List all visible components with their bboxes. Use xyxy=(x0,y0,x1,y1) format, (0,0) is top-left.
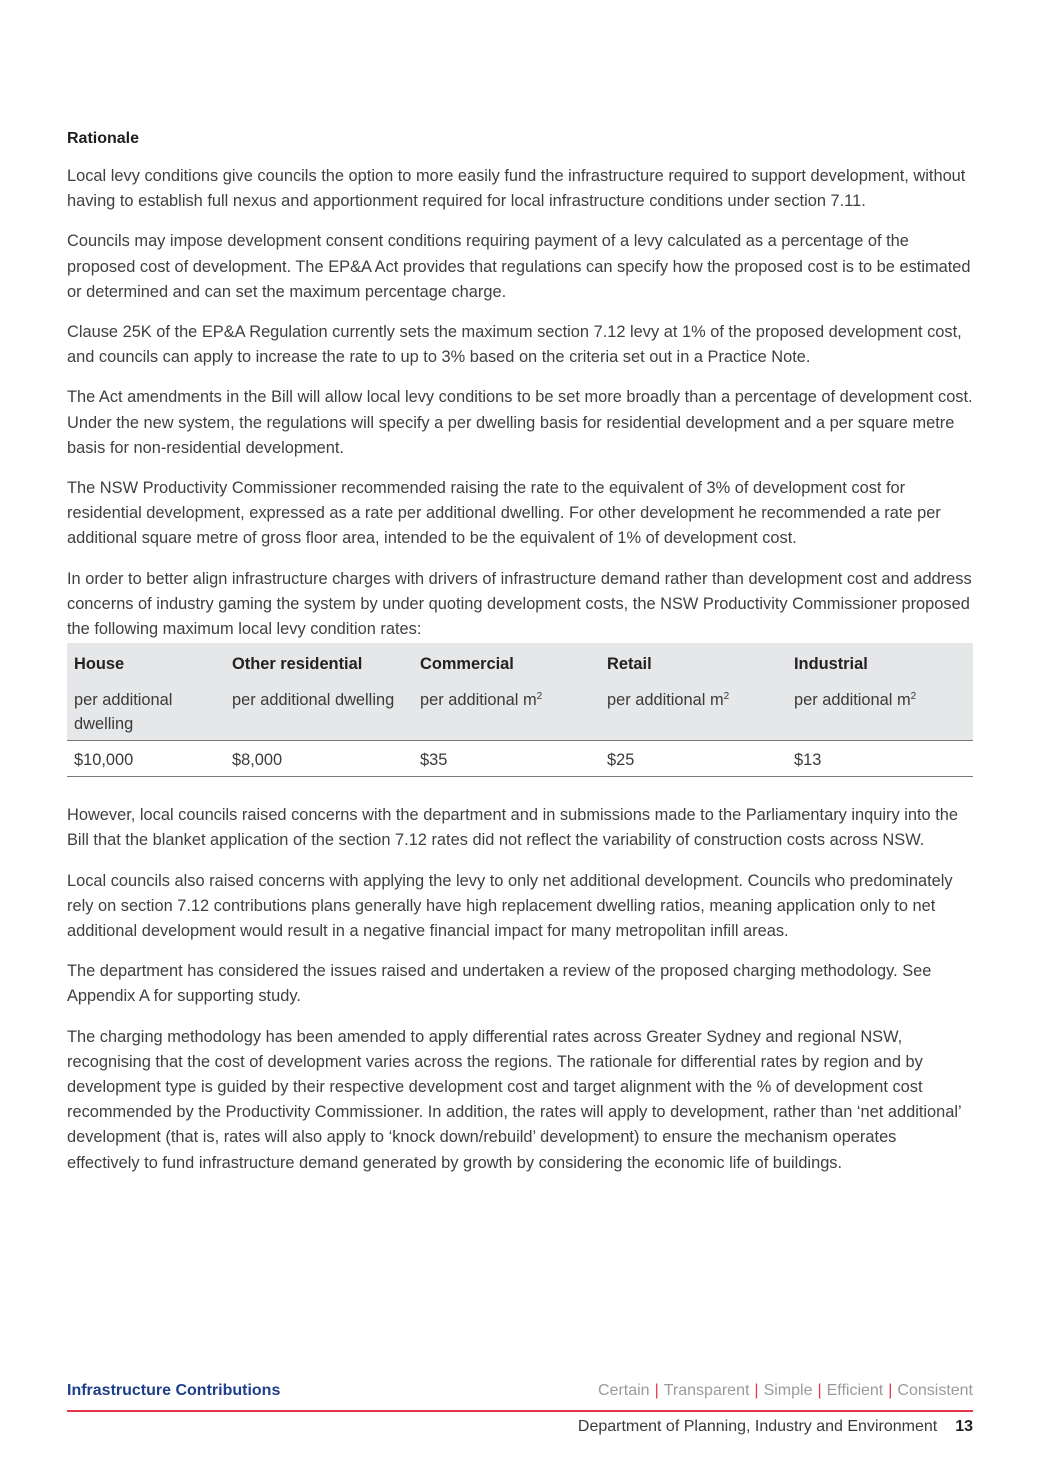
footer xyxy=(67,1382,973,1406)
paragraph: Local levy conditions give councils the option to more easily fund the infrastructure required to support development, without having to establish full nexus and apportionment required for local infrastructure conditions under section 7.11. xyxy=(67,167,966,211)
unit-text: per additional m xyxy=(607,691,724,710)
value-retail: $25 xyxy=(607,751,635,770)
paragraph: Councils may impose development consent conditions requiring payment of a levy calculated as a percentage of the proposed cost of development. The EP&A Act provides that regulations can specify how the proposed cost is to be estimated or determined and can set the maximum percentage charge. xyxy=(67,232,971,301)
unit-commercial xyxy=(413,682,600,741)
unit-industrial xyxy=(787,682,973,741)
header-commercial: Commercial xyxy=(420,655,514,674)
page-number: 13 xyxy=(955,1418,973,1435)
unit-house xyxy=(67,682,225,741)
unit-other-residential xyxy=(225,682,413,741)
value-house: $10,000 xyxy=(74,751,134,770)
tagline-word: Efficient xyxy=(826,1382,884,1399)
paragraph: In order to better align infrastructure charges with drivers of infrastructure demand rather than development cost and address concerns of industry gaming the system by under quoting development costs, the NSW Productivity Commissioner proposed the following maximum local levy condition rates: xyxy=(67,569,972,639)
paragraph: Local councils also raised concerns with applying the levy to only net additional development. Councils who predominately rely on section 7.12 contributions plans generally have high replacement dwelling ratios, meaning application only to net additional development would result in a negative financial impact for many metropolitan infill areas. xyxy=(67,871,953,941)
tagline-separator: | xyxy=(754,1382,759,1399)
paragraph: The charging methodology has been amended to apply differential rates across Greater Sydney and regional NSW, recognising that the cost of development varies across the regions. The rationale for differential rates by region and by development type is guided by their respective development cost and target alignment with the % of development cost recommended by the Productivity Commissioner. In addition, the rates will apply to development, rather than ‘net additional’ development (that is, rates will also apply to ‘knock down/rebuild’ development) to ensure the mechanism operates effectively to fund infrastructure demand generated by growth by considering the economic life of buildings. xyxy=(67,1027,962,1172)
table-header-row xyxy=(67,643,973,682)
tagline-word: Consistent xyxy=(897,1382,973,1399)
header-house: House xyxy=(74,655,125,674)
paragraph: However, local councils raised concerns with the department and in submissions made to the Parliamentary inquiry into the Bill that the blanket application of the section 7.12 rates did not reflect the variability of construction costs across NSW. xyxy=(67,806,959,850)
header-other-residential: Other residential xyxy=(232,655,363,674)
tagline-word: Certain xyxy=(598,1382,650,1399)
unit-text: per additional dwelling xyxy=(74,691,173,734)
levy-rates-table xyxy=(67,643,973,777)
tagline-word: Simple xyxy=(763,1382,813,1399)
footer-department-line xyxy=(578,1418,973,1436)
header-retail: Retail xyxy=(607,655,652,674)
footer-tagline xyxy=(598,1382,973,1400)
tagline-separator: | xyxy=(817,1382,822,1399)
value-industrial: $13 xyxy=(794,751,822,770)
value-other-residential: $8,000 xyxy=(232,751,283,770)
unit-text: per additional m xyxy=(420,691,537,710)
tagline-separator: | xyxy=(654,1382,659,1399)
footer-title: Infrastructure Contributions xyxy=(67,1382,281,1399)
paragraph: The Act amendments in the Bill will allow local levy conditions to be set more broadly than a percentage of development cost. Under the new system, the regulations will specify a per dwelling basis for residential development and a per square metre basis for non-residential development. xyxy=(67,388,973,457)
unit-text: per additional m xyxy=(794,691,911,710)
unit-superscript: 2 xyxy=(723,691,730,703)
tagline-separator: | xyxy=(888,1382,893,1399)
footer-divider xyxy=(67,1410,973,1412)
table-row xyxy=(67,741,973,777)
page-content xyxy=(67,126,973,1176)
paragraph: The department has considered the issues raised and undertaken a review of the proposed charging methodology. See Appendix A for supporting study. xyxy=(67,962,932,1006)
unit-text: per additional dwelling xyxy=(232,691,395,710)
section-heading: Rationale xyxy=(67,130,140,147)
header-industrial: Industrial xyxy=(794,655,868,674)
table-units-row xyxy=(67,682,973,741)
unit-superscript: 2 xyxy=(910,691,917,703)
department-name: Department of Planning, Industry and Environment xyxy=(577,1418,938,1435)
tagline-word: Transparent xyxy=(663,1382,750,1399)
paragraph: Clause 25K of the EP&A Regulation currently sets the maximum section 7.12 levy at 1% of the proposed development cost, and councils can apply to increase the rate to up to 3% based on the criteria set out in a Practice Note. xyxy=(67,323,962,367)
value-commercial: $35 xyxy=(420,751,448,770)
unit-superscript: 2 xyxy=(536,691,543,703)
unit-retail xyxy=(600,682,787,741)
paragraph: The NSW Productivity Commissioner recommended raising the rate to the equivalent of 3% of development cost for residential development, expressed as a rate per additional dwelling. For other development he recommended a rate per additional square metre of gross floor area, intended to be the equivalent of 1% of development cost. xyxy=(67,479,941,548)
